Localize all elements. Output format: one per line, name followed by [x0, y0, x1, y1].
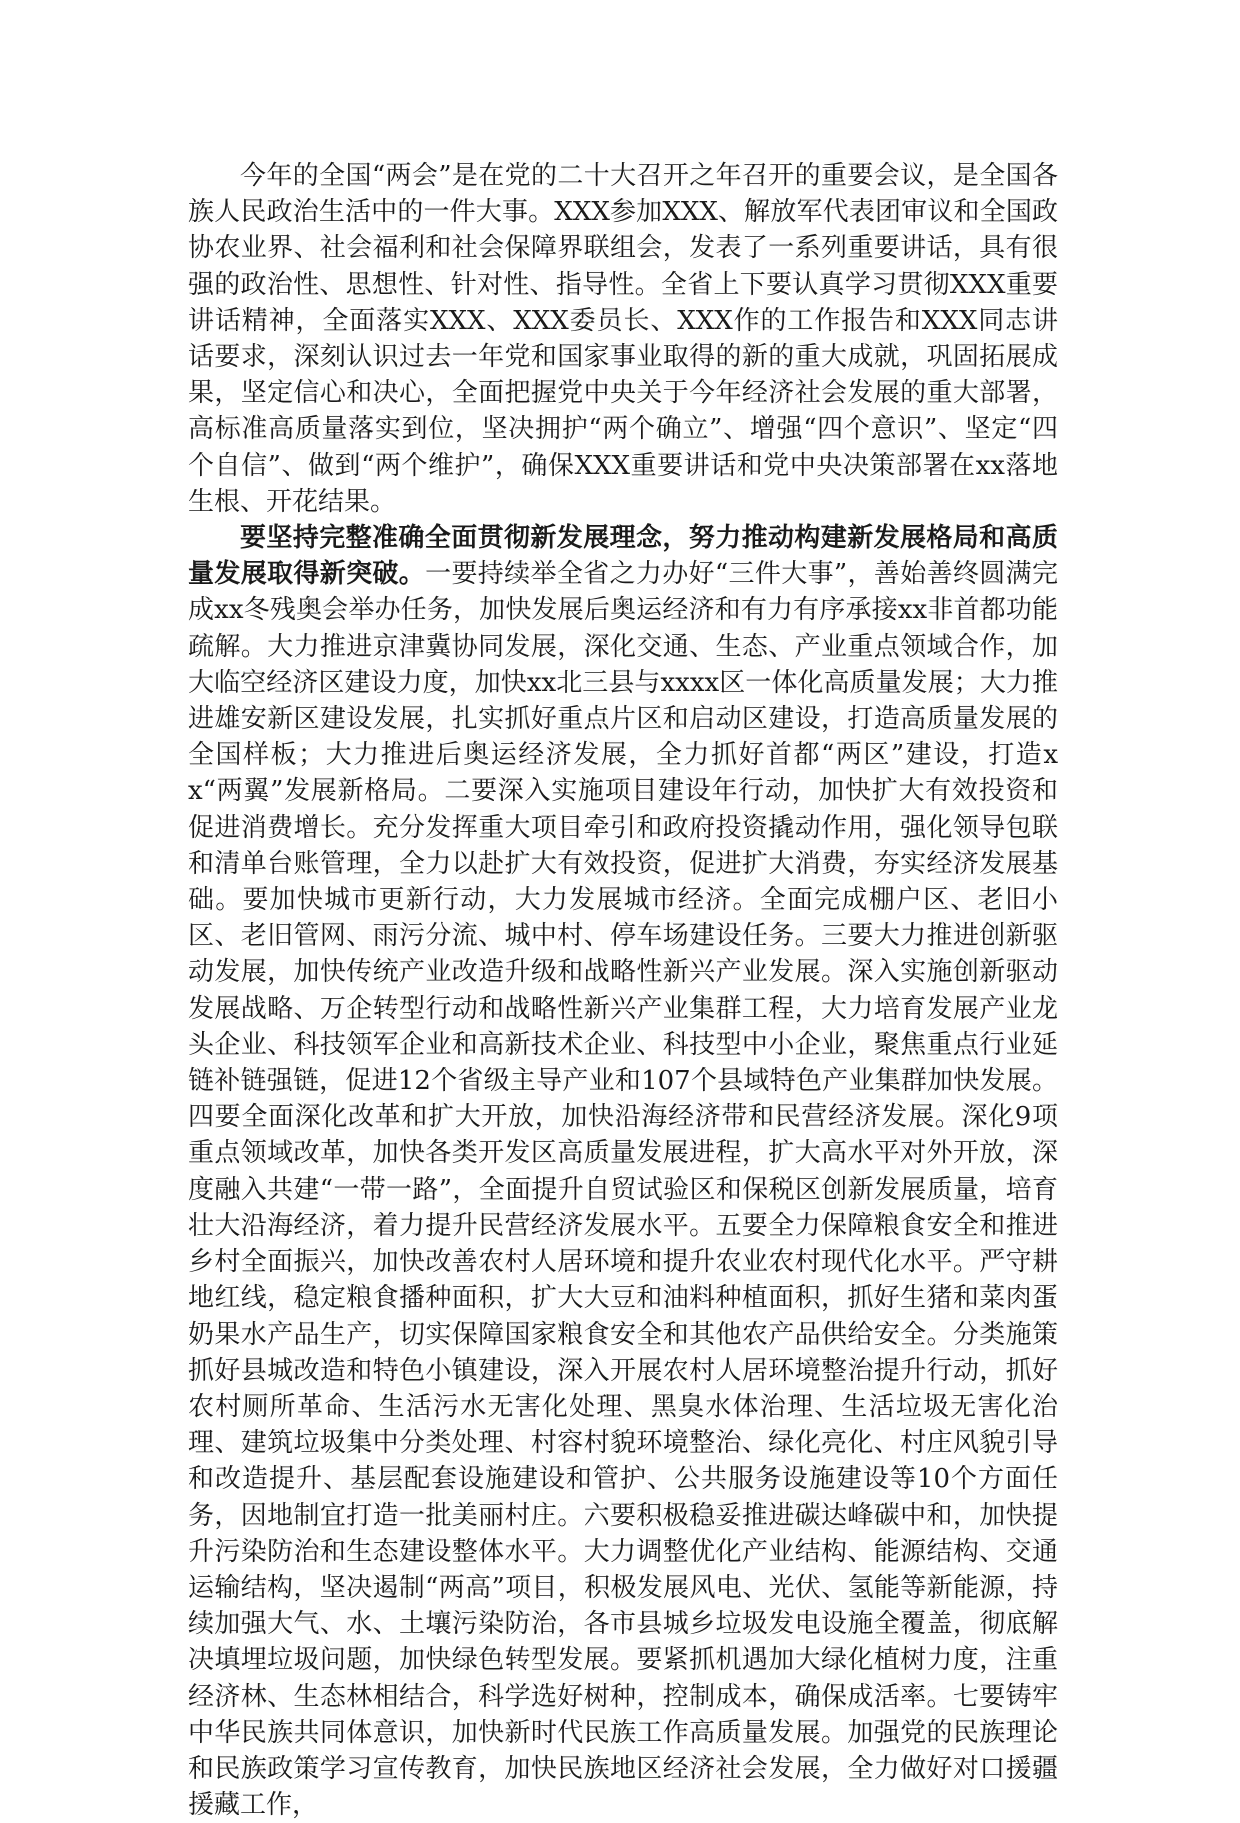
paragraph-intro — [188, 158, 1058, 520]
paragraph-development — [188, 520, 1058, 1823]
paragraph-text: 一要持续举全省之力办好“三件大事”，善始善终圆满完成xx冬残奥会举办任务，加快发展后奥运经济和有力有序承接xx非首都功能疏解。大力推进京津冀协同发展，深化交通、生态、产业重点领域合作，加大临空经济区建设力度，加快xx北三县与xxxx区一体化高质量发展；大力推进雄安新区建设发展，扎实抓好重点片区和启动区建设，打造高质量发展的全国样板；大力推进后奥运经济发展，全力抓好首都“两区”建设，打造xx“两翼”发展新格局。二要深入实施项目建设年行动，加快扩大有效投资和促进消费增长。充分发挥重大项目牵引和政府投资撬动作用，强化领导包联和清单台账管理，全力以赴扩大有效投资，促进扩大消费，夯实经济发展基础。要加快城市更新行动，大力发展城市经济。全面完成棚户区、老旧小区、老旧管网、雨污分流、城中村、停车场建设任务。三要大力推进创新驱动发展，加快传统产业改造升级和战略性新兴产业发展。深入实施创新驱动发展战略、万企转型行动和战略性新兴产业集群工程，大力培育发展产业龙头企业、科技领军企业和高新技术企业、科技型中小企业，聚焦重点行业延链补链强链，促进12个省级主导产业和107个县域特色产业集群加快发展。四要全面深化改革和扩大开放，加快沿海经济带和民营经济发展。深化9项重点领域改革，加快各类开发区高质量发展进程，扩大高水平对外开放，深度融入共建“一带一路”，全面提升自贸试验区和保税区创新发展质量，培育壮大沿海经济，着力提升民营经济发展水平。五要全力保障粮食安全和推进乡村全面振兴，加快改善农村人居环境和提升农业农村现代化水平。严守耕地红线，稳定粮食播种面积，扩大大豆和油料种植面积，抓好生猪和菜肉蛋奶果水产品生产，切实保障国家粮食安全和其他农产品供给安全。分类施策抓好县城改造和特色小镇建设，深入开展农村人居环境整治提升行动，抓好农村厕所革命、生活污水无害化处理、黑臭水体治理、生活垃圾无害化治理、建筑垃圾集中分类处理、村容村貌环境整治、绿化亮化、村庄风貌引导和改造提升、基层配套设施建设和管护、公共服务设施建设等10个方面任务，因地制宜打造一批美丽村庄。六要积极稳妥推进碳达峰碳中和，加快提升污染防治和生态建设整体水平。大力调整优化产业结构、能源结构、交通运输结构，坚决遏制“两高”项目，积极发展风电、光伏、氢能等新能源，持续加强大气、水、土壤污染防治，各市县城乡垃圾发电设施全覆盖，彻底解决填埋垃圾问题，加快绿色转型发展。要紧抓机遇加大绿化植树力度，注重经济林、生态林相结合，科学选好树种，控制成本，确保成活率。七要铸牢中华民族共同体意识，加快新时代民族工作高质量发展。加强党的民族理论和民族政策学习宣传教育，加快民族地区经济社会发展，全力做好对口援疆援藏工作， — [188, 559, 1058, 1821]
paragraph-bold-lead: 要坚持完整准确全面贯彻新发展理念，努力推动构建新发展格局和高质量发展取得新突破。 — [188, 523, 1058, 590]
paragraph-text: 今年的全国“两会”是在党的二十大召开之年召开的重要会议，是全国各族人民政治生活中的一件大事。XXX参加XXX、解放军代表团审议和全国政协农业界、社会福利和社会保障界联组会，发表了一系列重要讲话，具有很强的政治性、思想性、针对性、指导性。全省上下要认真学习贯彻XXX重要讲话精神，全面落实XXX、XXX委员长、XXX作的工作报告和XXX同志讲话要求，深刻认识过去一年党和国家事业取得的新的重大成就，巩固拓展成果，坚定信心和决心，全面把握党中央关于今年经济社会发展的重大部署，高标准高质量落实到位，坚决拥护“两个确立”、增强“四个意识”、坚定“四个自信”、做到“两个维护”，确保XXX重要讲话和党中央决策部署在xx落地生根、开花结果。 — [188, 161, 1058, 517]
document-body — [188, 158, 1058, 1823]
